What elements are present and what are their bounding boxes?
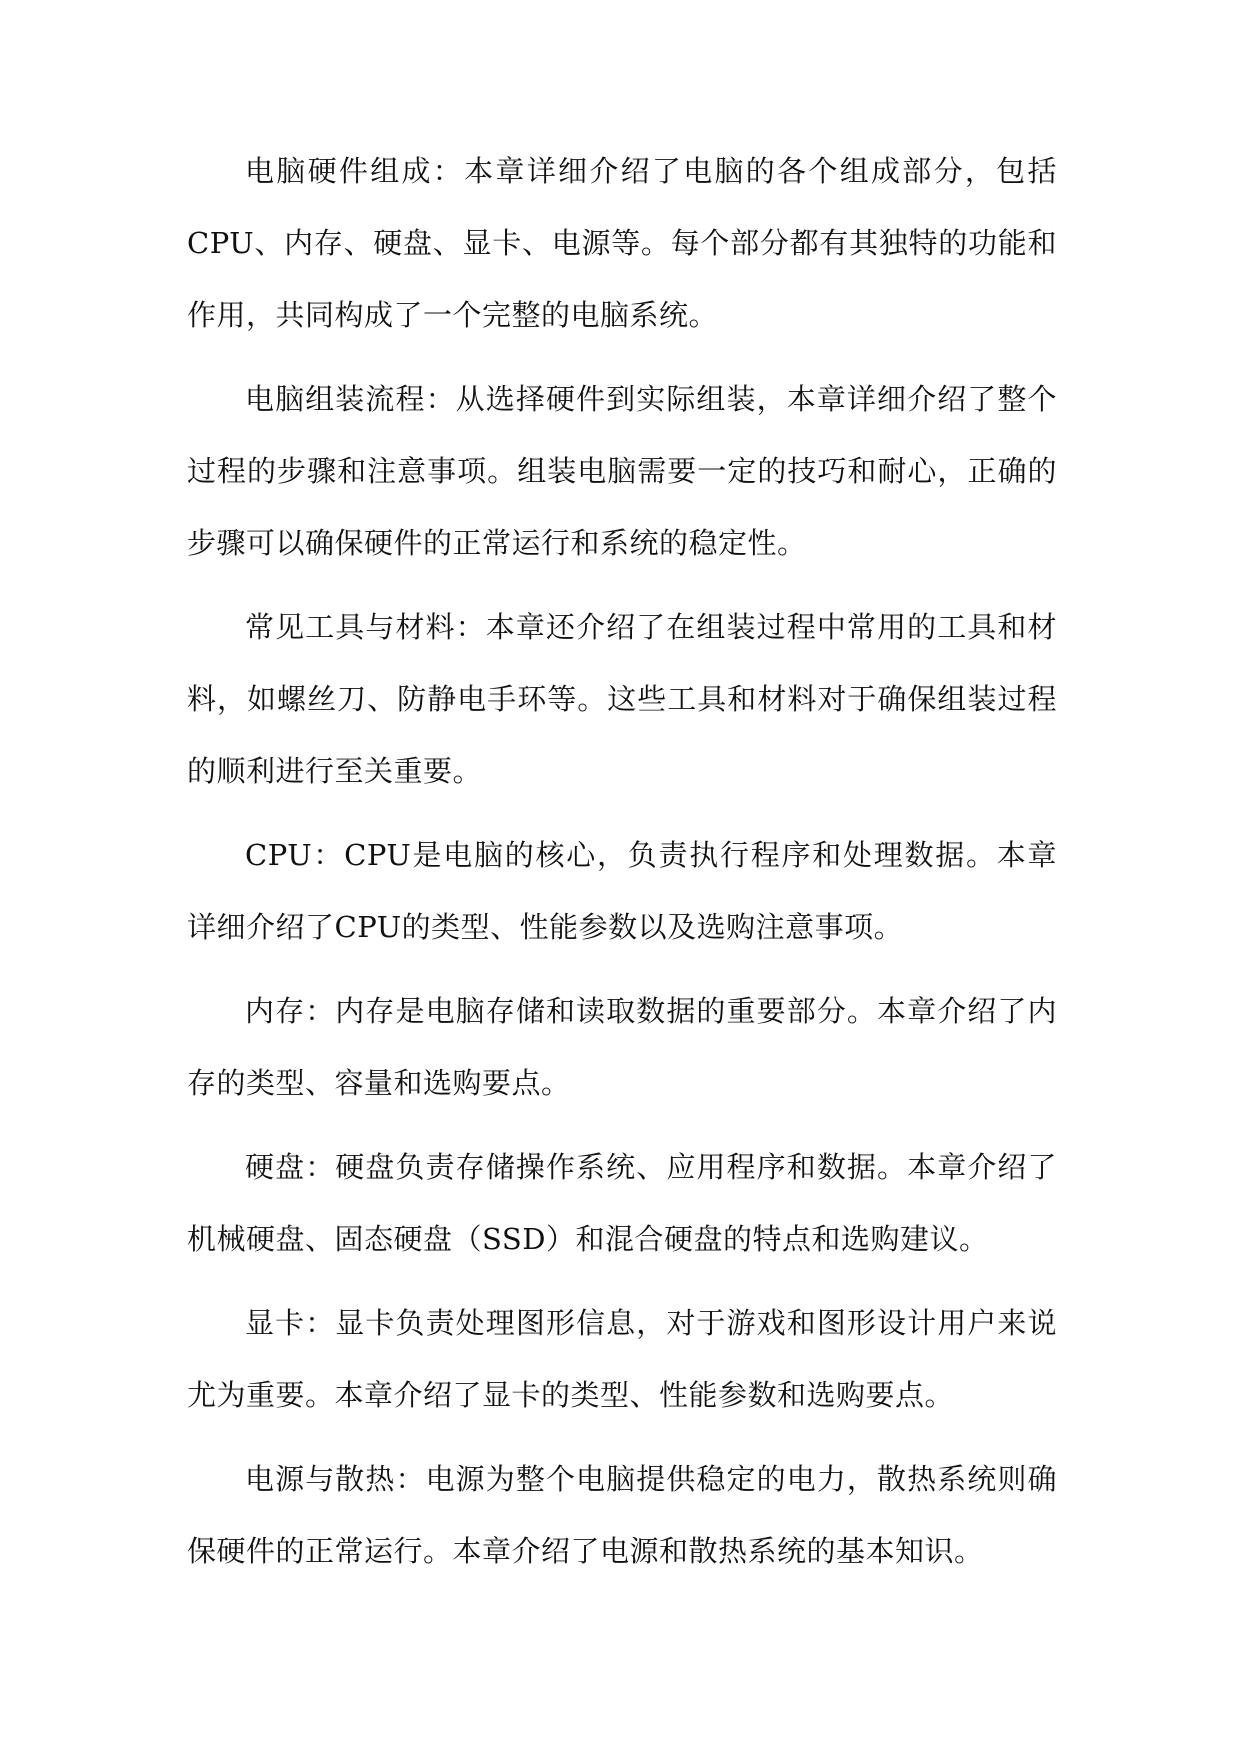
paragraph-memory: 内存：内存是电脑存储和读取数据的重要部分。本章介绍了内存的类型、容量和选购要点。 xyxy=(187,994,1057,1100)
document-body xyxy=(187,135,1057,1599)
paragraph-tools-materials: 常见工具与材料：本章还介绍了在组装过程中常用的工具和材料，如螺丝刀、防静电手环等。这些工具和材料对于确保组装过程的顺利进行至关重要。 xyxy=(187,610,1057,788)
paragraph-cpu: CPU：CPU是电脑的核心，负责执行程序和处理数据。本章详细介绍了CPU的类型、性能参数以及选购注意事项。 xyxy=(187,838,1057,944)
paragraph-assembly-process: 电脑组装流程：从选择硬件到实际组装，本章详细介绍了整个过程的步骤和注意事项。组装电脑需要一定的技巧和耐心，正确的步骤可以确保硬件的正常运行和系统的稳定性。 xyxy=(187,382,1057,560)
paragraph-hardware-composition: 电脑硬件组成：本章详细介绍了电脑的各个组成部分，包括CPU、内存、硬盘、显卡、电源等。每个部分都有其独特的功能和作用，共同构成了一个完整的电脑系统。 xyxy=(187,154,1057,332)
paragraph-power-cooling: 电源与散热：电源为整个电脑提供稳定的电力，散热系统则确保硬件的正常运行。本章介绍了电源和散热系统的基本知识。 xyxy=(187,1462,1057,1568)
paragraph-hard-disk: 硬盘：硬盘负责存储操作系统、应用程序和数据。本章介绍了机械硬盘、固态硬盘（SSD）和混合硬盘的特点和选购建议。 xyxy=(187,1150,1057,1256)
paragraph-graphics-card: 显卡：显卡负责处理图形信息，对于游戏和图形设计用户来说尤为重要。本章介绍了显卡的类型、性能参数和选购要点。 xyxy=(187,1306,1057,1412)
